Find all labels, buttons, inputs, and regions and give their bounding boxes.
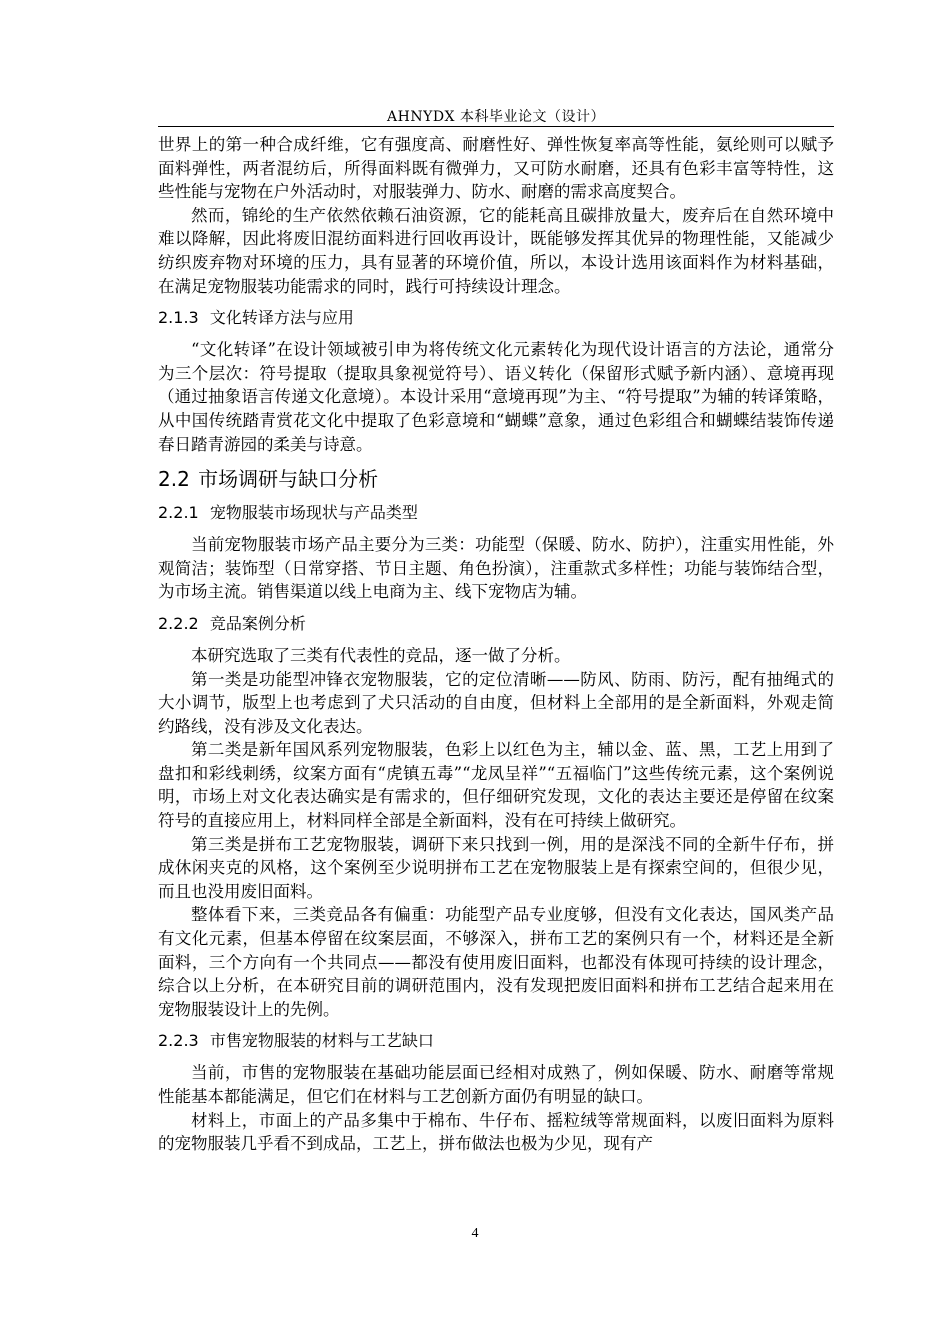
heading-text: 宠物服装市场现状与产品类型 [209, 503, 418, 523]
paragraph: 第三类是拼布工艺宠物服装，调研下来只找到一例，用的是深浅不同的全新牛仔布，拼成休闲夹克的风格，这个案例至少说明拼布工艺在宠物服装上是有探索空间的，但很少见，而且也没用废旧面料。 [158, 834, 834, 901]
section-heading-2-2-1 [158, 501, 834, 525]
header-rule [158, 126, 834, 127]
paragraph: 材料上，市面上的产品多集中于棉布、牛仔布、摇粒绒等常规面料，以废旧面料为原料的宠物服装几乎看不到成品，工艺上，拼布做法也极为少见，现有产 [158, 1110, 834, 1154]
section-heading-2-2-3 [158, 1029, 834, 1053]
running-header: AHNYDX 本科毕业论文（设计） [387, 109, 605, 125]
heading-text: 竞品案例分析 [209, 613, 306, 633]
heading-text: 文化转译方法与应用 [209, 308, 354, 328]
heading-number: 2.2.3 [158, 1031, 199, 1051]
paragraph: 第二类是新年国风系列宠物服装，色彩上以红色为主，辅以金、蓝、黑，工艺上用到了盘扣和彩线刺绣，纹案方面有“虎镇五毒”“龙凤呈祥”“五福临门”这些传统元素，这个案例说明，市场上对文化表达确实是有需求的，但仔细研究发现，文化的表达主要还是停留在纹案符号的直接应用上，材料同样全部是全新面料，没有在可持续上做研究。 [158, 740, 834, 831]
section-heading-2-1-3 [158, 306, 834, 330]
paragraph: 整体看下来，三类竞品各有偏重：功能型产品专业度够，但没有文化表达，国风类产品有文化元素，但基本停留在纹案层面，不够深入，拼布工艺的案例只有一个，材料还是全新面料，三个方向有一个共同点——都没有使用废旧面料，也都没有体现可持续的设计理念，综合以上分析，在本研究目前的调研范围内，没有发现把废旧面料和拼布工艺结合起来用在宠物服装设计上的先例。 [158, 905, 834, 1019]
paragraph: 世界上的第一种合成纤维，它有强度高、耐磨性好、弹性恢复率高等性能，氨纶则可以赋予面料弹性，两者混纺后，所得面料既有微弹力，又可防水耐磨，还具有色彩丰富等特性，这些性能与宠物在户外活动时，对服装弹力、防水、耐磨的需求高度契合。 [158, 135, 834, 202]
document-body [158, 133, 834, 1156]
paragraph: 本研究选取了三类有代表性的竞品，逐一做了分析。 [191, 645, 571, 665]
paragraph: 第一类是功能型冲锋衣宠物服装，它的定位清晰——防风、防雨、防污，配有抽绳式的大小调节，版型上也考虑到了犬只活动的自由度，但材料上全部用的是全新面料，外观走简约路线，没有涉及文化表达。 [158, 669, 834, 736]
section-heading-2-2-2 [158, 612, 834, 636]
paragraph: 然而，锦纶的生产依然依赖石油资源，它的能耗高且碳排放量大，废弃后在自然环境中难以降解，因此将废旧混纺面料进行回收再设计，既能够发挥其优异的物理性能，又能减少纺织废弃物对环境的压力，具有显著的环境价值，所以，本设计选用该面料作为材料基础，在满足宠物服装功能需求的同时，践行可持续设计理念。 [158, 205, 834, 296]
heading-number: 2.2.1 [158, 503, 199, 523]
page-number: 4 [471, 1226, 479, 1241]
paragraph: “文化转译”在设计领域被引申为将传统文化元素转化为现代设计语言的方法论，通常分为三个层次：符号提取（提取具象视觉符号）、语义转化（保留形式赋予新内涵）、意境再现（通过抽象语言传递文化意境）。本设计采用“意境再现”为主、“符号提取”为辅的转译策略，从中国传统踏青赏花文化中提取了色彩意境和“蝴蝶”意象，通过色彩组合和蝴蝶结装饰传递春日踏青游园的柔美与诗意。 [158, 340, 834, 454]
heading-text: 市场调研与缺口分析 [198, 467, 379, 492]
heading-number: 2.1.3 [158, 308, 199, 328]
paragraph: 当前宠物服装市场产品主要分为三类：功能型（保暖、防水、防护），注重实用性能，外观简洁；装饰型（日常穿搭、节日主题、角色扮演），注重款式多样性；功能与装饰结合型，为市场主流。销售渠道以线上电商为主、线下宠物店为辅。 [158, 535, 834, 602]
heading-number: 2.2 [158, 467, 190, 492]
heading-text: 市售宠物服装的材料与工艺缺口 [209, 1031, 434, 1051]
heading-number: 2.2.2 [158, 613, 199, 633]
section-heading-2-2 [158, 466, 834, 492]
paragraph: 当前，市售的宠物服装在基础功能层面已经相对成熟了，例如保暖、防水、耐磨等常规性能基本都能满足，但它们在材料与工艺创新方面仍有明显的缺口。 [158, 1063, 834, 1106]
